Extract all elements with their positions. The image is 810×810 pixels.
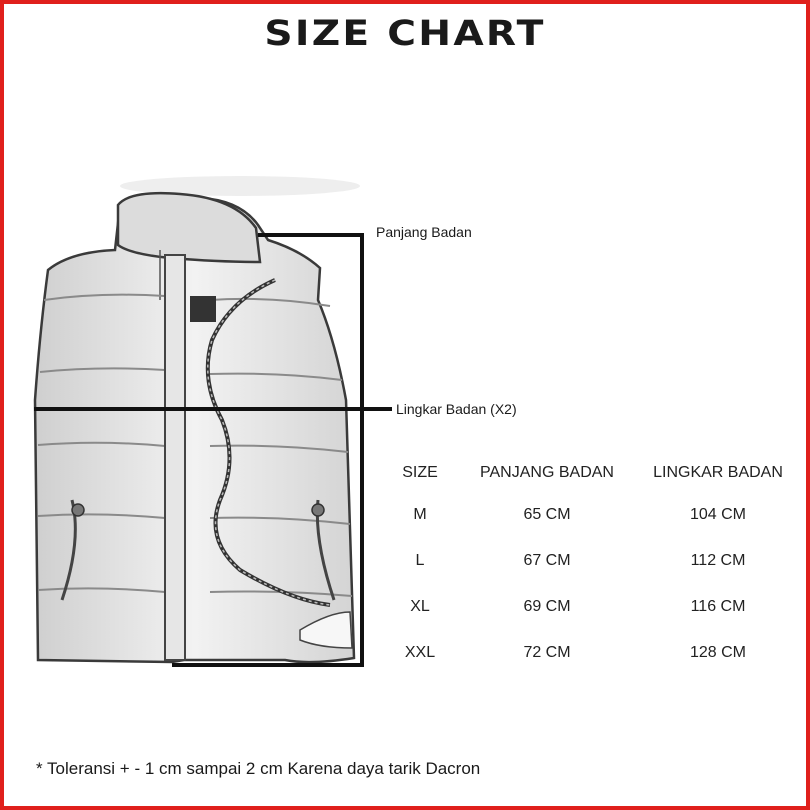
size-table [386, 464, 796, 676]
lingkar-cell: 104 CM [689, 506, 747, 523]
size-cell: M [413, 506, 427, 523]
panjang-cell: 69 CM [523, 598, 571, 615]
panjang-cell: 67 CM [523, 552, 571, 569]
size-cell: XXL [404, 644, 436, 661]
lingkar-cell: 128 CM [689, 644, 747, 661]
lingkar-cell: 112 CM [690, 552, 746, 569]
size-cell: XL [410, 598, 430, 615]
panjang-badan-label: Panjang Badan [376, 224, 472, 240]
panjang-cell: 72 CM [523, 644, 571, 661]
tolerance-note: * Toleransi + - 1 cm sampai 2 cm Karena daya tarik Dacron [36, 759, 481, 778]
table-row [386, 492, 796, 538]
table-row [386, 630, 796, 676]
header-size: SIZE [402, 464, 438, 481]
size-cell: L [415, 552, 425, 569]
table-row [386, 538, 796, 584]
lingkar-cell: 116 CM [690, 598, 746, 615]
table-header-row [386, 464, 796, 492]
page-title: SIZE CHART [264, 14, 546, 54]
header-panjang-badan: PANJANG BADAN [480, 464, 614, 481]
panjang-cell: 65 CM [523, 506, 571, 523]
header-lingkar-badan: LINGKAR BADAN [653, 464, 783, 481]
table-row [386, 584, 796, 630]
lingkar-badan-label: Lingkar Badan (X2) [396, 401, 517, 417]
